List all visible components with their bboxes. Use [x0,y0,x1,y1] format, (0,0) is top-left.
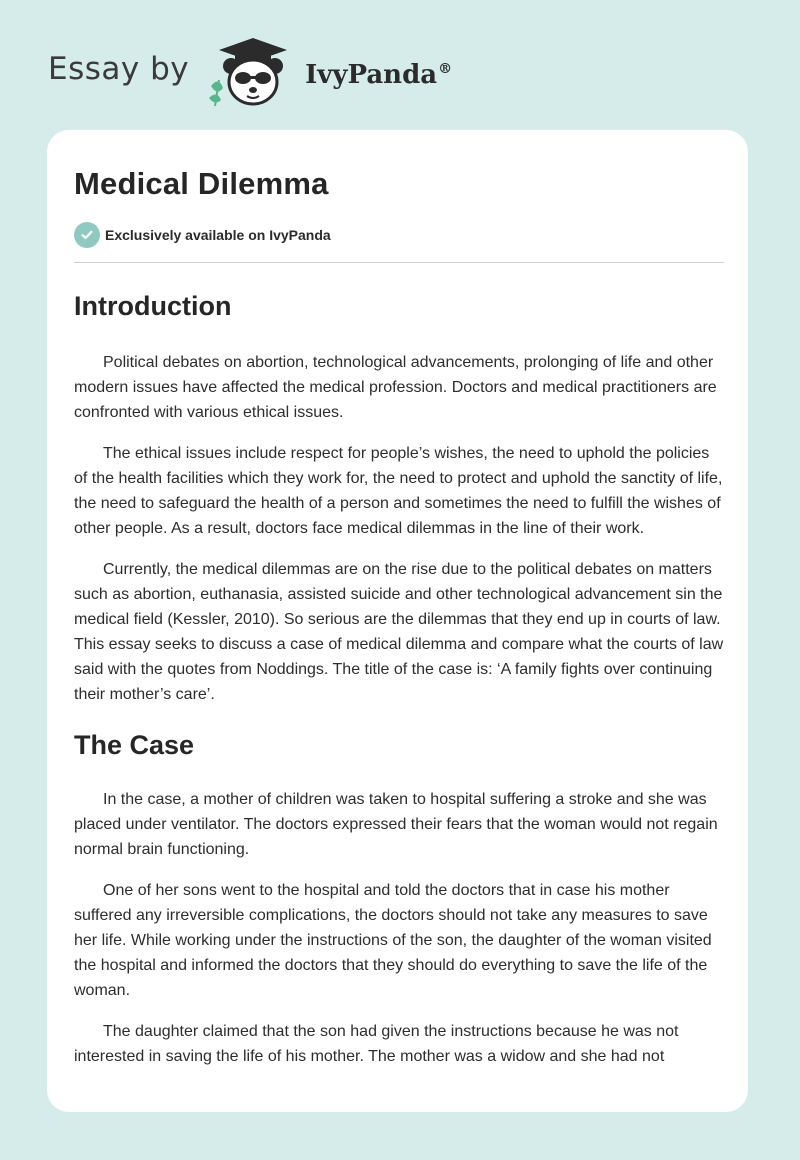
brand-header[interactable] [48,36,452,108]
brand-name-text: IvyPanda [305,60,438,90]
paragraph: Currently, the medical dilemmas are on the rise due to the political debates on matters such as abortion, euthanasia, assisted suicide and other technological advancement sin the medical field (Kessler, 2010). So serious are the dilemmas that they end up in courts of law. This essay seeks to discuss a case of medical dilemma and compare what the courts of law said with the quotes from Noddings. The title of the case is: ‘A family fights over continuing their mother’s care’. [74,561,724,703]
paragraph: The daughter claimed that the son had given the instructions because he was not interested in saving the life of his mother. The mother was a widow and she had not [74,1023,679,1065]
page-title: Medical Dilemma [74,166,329,201]
paragraph: Political debates on abortion, technological advancements, prolonging of life and other modern issues have affected the medical profession. Doctors and medical practitioners are confronted with various ethical issues. [74,354,717,421]
brand-name [305,60,452,90]
panda-graduate-icon [205,36,297,108]
exclusive-text: Exclusively available on IvyPanda [105,227,331,243]
section-heading-the-case: The Case [74,730,195,760]
check-circle-icon [74,222,100,248]
paragraph: In the case, a mother of children was taken to hospital suffering a stroke and she was placed under ventilator. The doctors expressed their fears that the woman would not regain normal brain functioning. [74,791,718,858]
article-card [47,130,748,1112]
brand-prefix: Essay by [48,51,190,87]
article-body [74,166,724,1085]
section-heading-introduction: Introduction [74,291,232,321]
paragraph: The ethical issues include respect for people’s wishes, the need to uphold the policies of the health facilities which they work for, the need to protect and uphold the sanctity of life, the need to safeguard the health of a person and sometimes the need to fulfill the wishes of other people. As a result, doctors face medical dilemmas in the line of their work. [74,445,723,537]
divider [74,262,724,263]
paragraph: One of her sons went to the hospital and told the doctors that in case his mother suffered any irreversible complications, the doctors should not take any measures to save her life. While working under the instructions of the son, the daughter of the woman visited the hospital and informed the doctors that they should do everything to save the life of the woman. [74,882,712,999]
registered-mark: ® [438,61,453,78]
exclusive-badge [74,222,724,248]
